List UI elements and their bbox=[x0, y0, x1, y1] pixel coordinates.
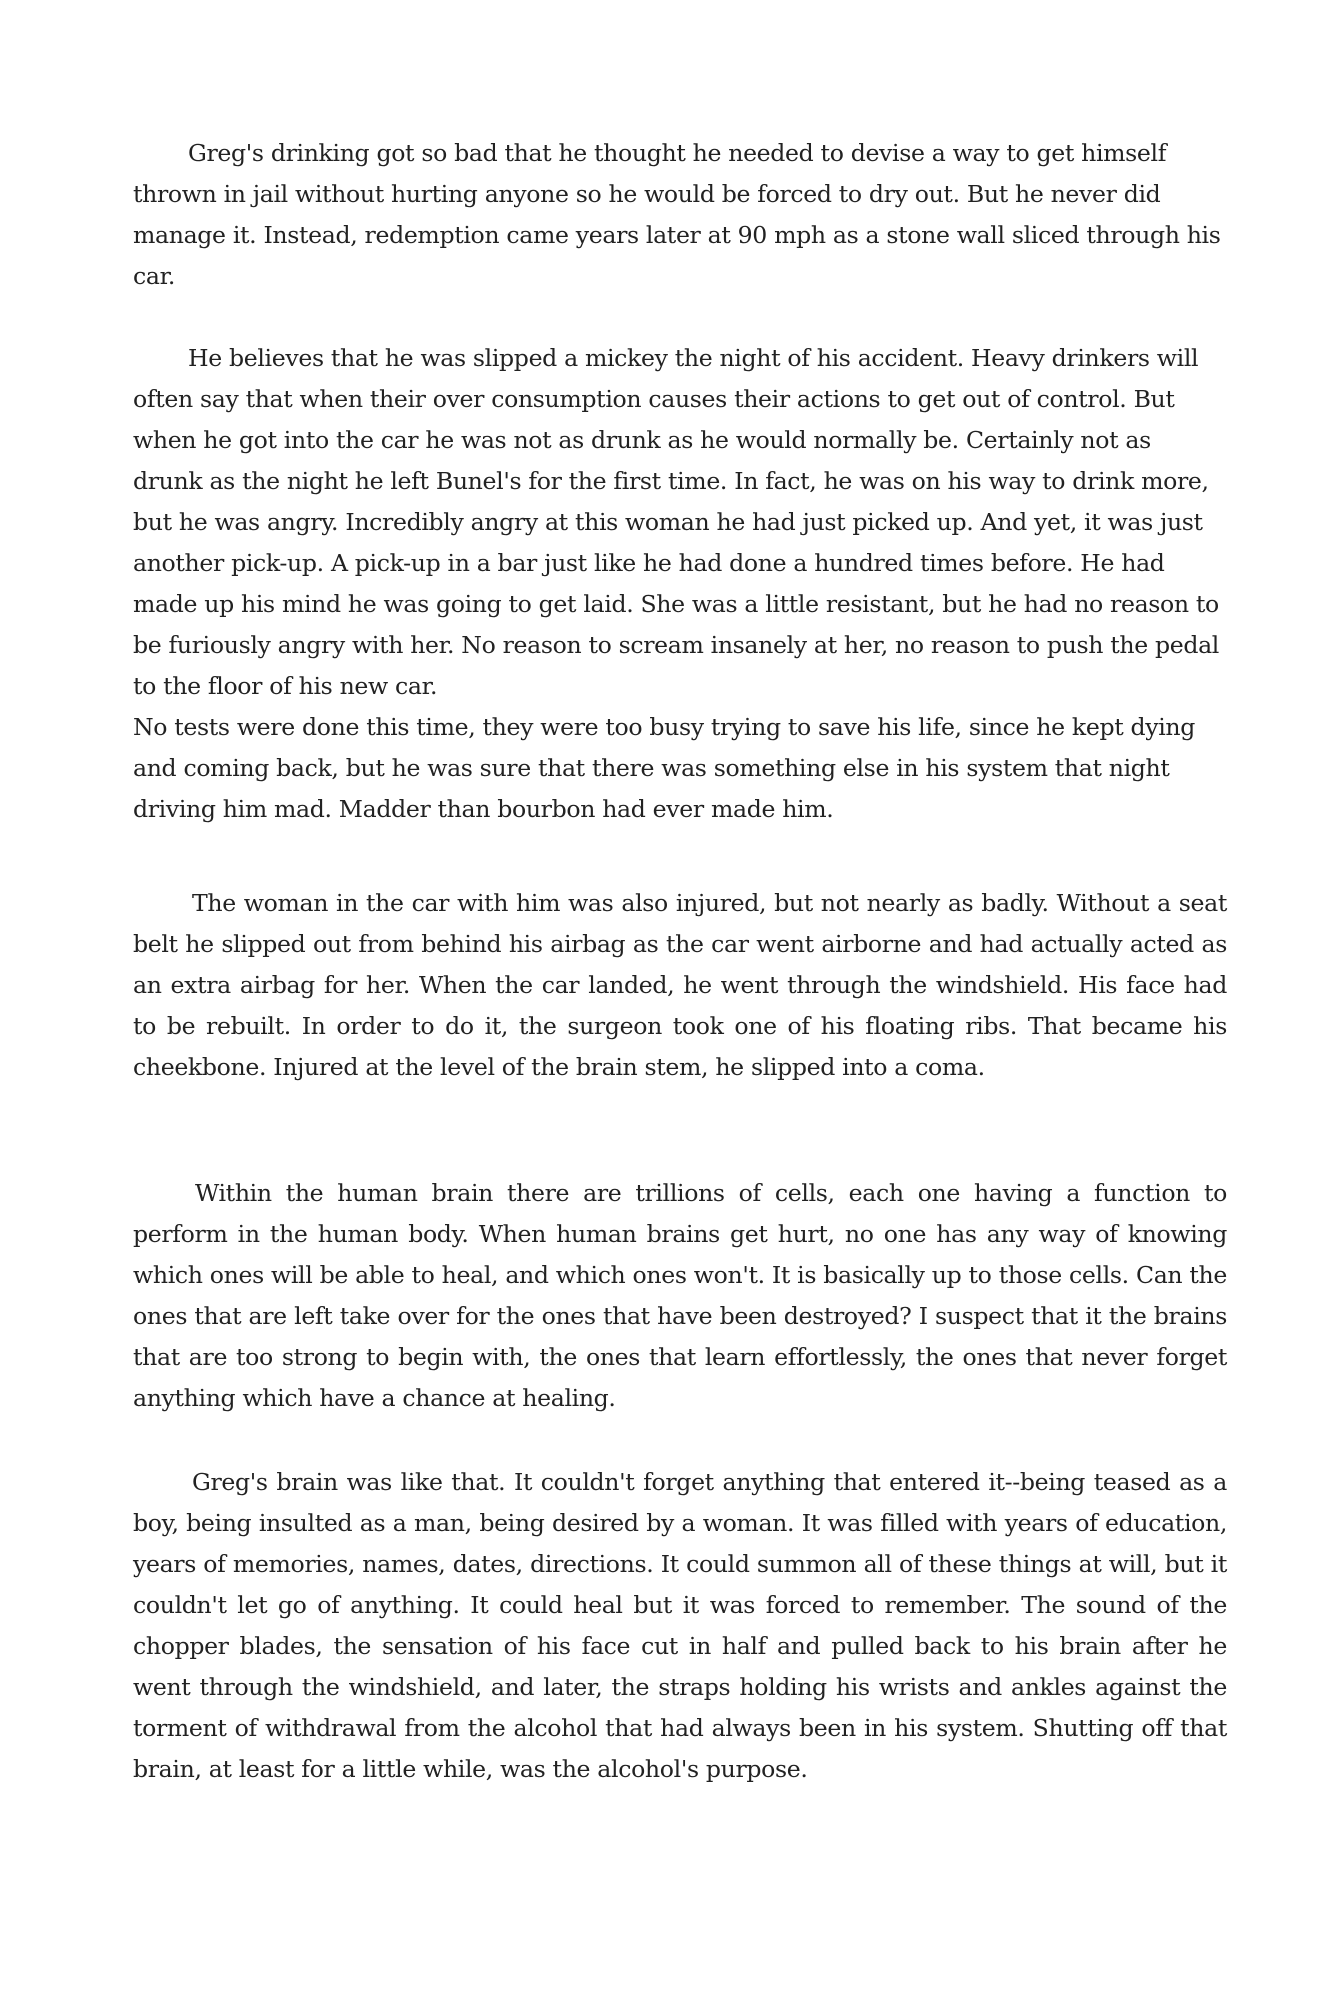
paragraph-text: Within the human brain there are trillions of cells, each one having a function to perform in the human body. When human brains get hurt, no one has any way of knowing which ones will be able to heal, and which ones won't. It is basically up to those cells. Can the ones that are left take over for the ones that have been destroyed? I suspect that it the brains that are too strong to begin with, the ones that learn effortlessly, the ones that never forget anything which have a chance at healing. bbox=[133, 1179, 1227, 1412]
paragraph-5 bbox=[133, 1462, 1227, 1790]
paragraph-text: No tests were done this time, they were too busy trying to save his life, since he kept dying and coming back, but he was sure that there was something else in his system that night driving him mad. Madder than bourbon had ever made him. bbox=[133, 713, 1196, 823]
paragraph-text: Greg's drinking got so bad that he thought he needed to devise a way to get himself thrown in jail without hurting anyone so he would be forced to dry out. But he never did manage it. Instead, redemption came years later at 90 mph as a stone wall sliced through his car. bbox=[133, 139, 1221, 290]
paragraph-text: Greg's brain was like that. It couldn't forget anything that entered it--being teased as a boy, being insulted as a man, being desired by a woman. It was filled with years of education, years of memories, names, dates, directions. It could summon all of these things at will, but it couldn't let go of anything. It could heal but it was forced to remember. The sound of the chopper blades, the sensation of his face cut in half and pulled back to his brain after he went through the windshield, and later, the straps holding his wrists and ankles against the torment of withdrawal from the alcohol that had always been in his system. Shutting off that brain, at least for a little while, was the alcohol's purpose. bbox=[133, 1468, 1227, 1783]
paragraph-text: The woman in the car with him was also injured, but not nearly as badly. Without a seat belt he slipped out from behind his airbag as the car went airborne and had actually acted as an extra airbag for her. When the car landed, he went through the windshield. His face had to be rebuilt. In order to do it, the surgeon took one of his floating ribs. That became his cheekbone. Injured at the level of the brain stem, he slipped into a coma. bbox=[133, 889, 1227, 1081]
paragraph-4 bbox=[133, 1173, 1227, 1419]
paragraph-text: He believes that he was slipped a mickey the night of his accident. Heavy drinkers will often say that when their over consumption causes their actions to get out of control. But when he got into the car he was not as drunk as he would normally be. Certainly not as drunk as the night he left Bunel's for the first time. In fact, he was on his way to drink more, but he was angry. Incredibly angry at this woman he had just picked up. And yet, it was just another pick-up. A pick-up in a bar just like he had done a hundred times before. He had made up his mind he was going to get laid. She was a little resistant, but he had no reason to be furiously angry with her. No reason to scream insanely at her, no reason to push the pedal to the floor of his new car. bbox=[133, 344, 1219, 700]
paragraph-2 bbox=[133, 338, 1227, 830]
paragraph-3 bbox=[133, 883, 1227, 1088]
paragraph-1 bbox=[133, 133, 1227, 297]
